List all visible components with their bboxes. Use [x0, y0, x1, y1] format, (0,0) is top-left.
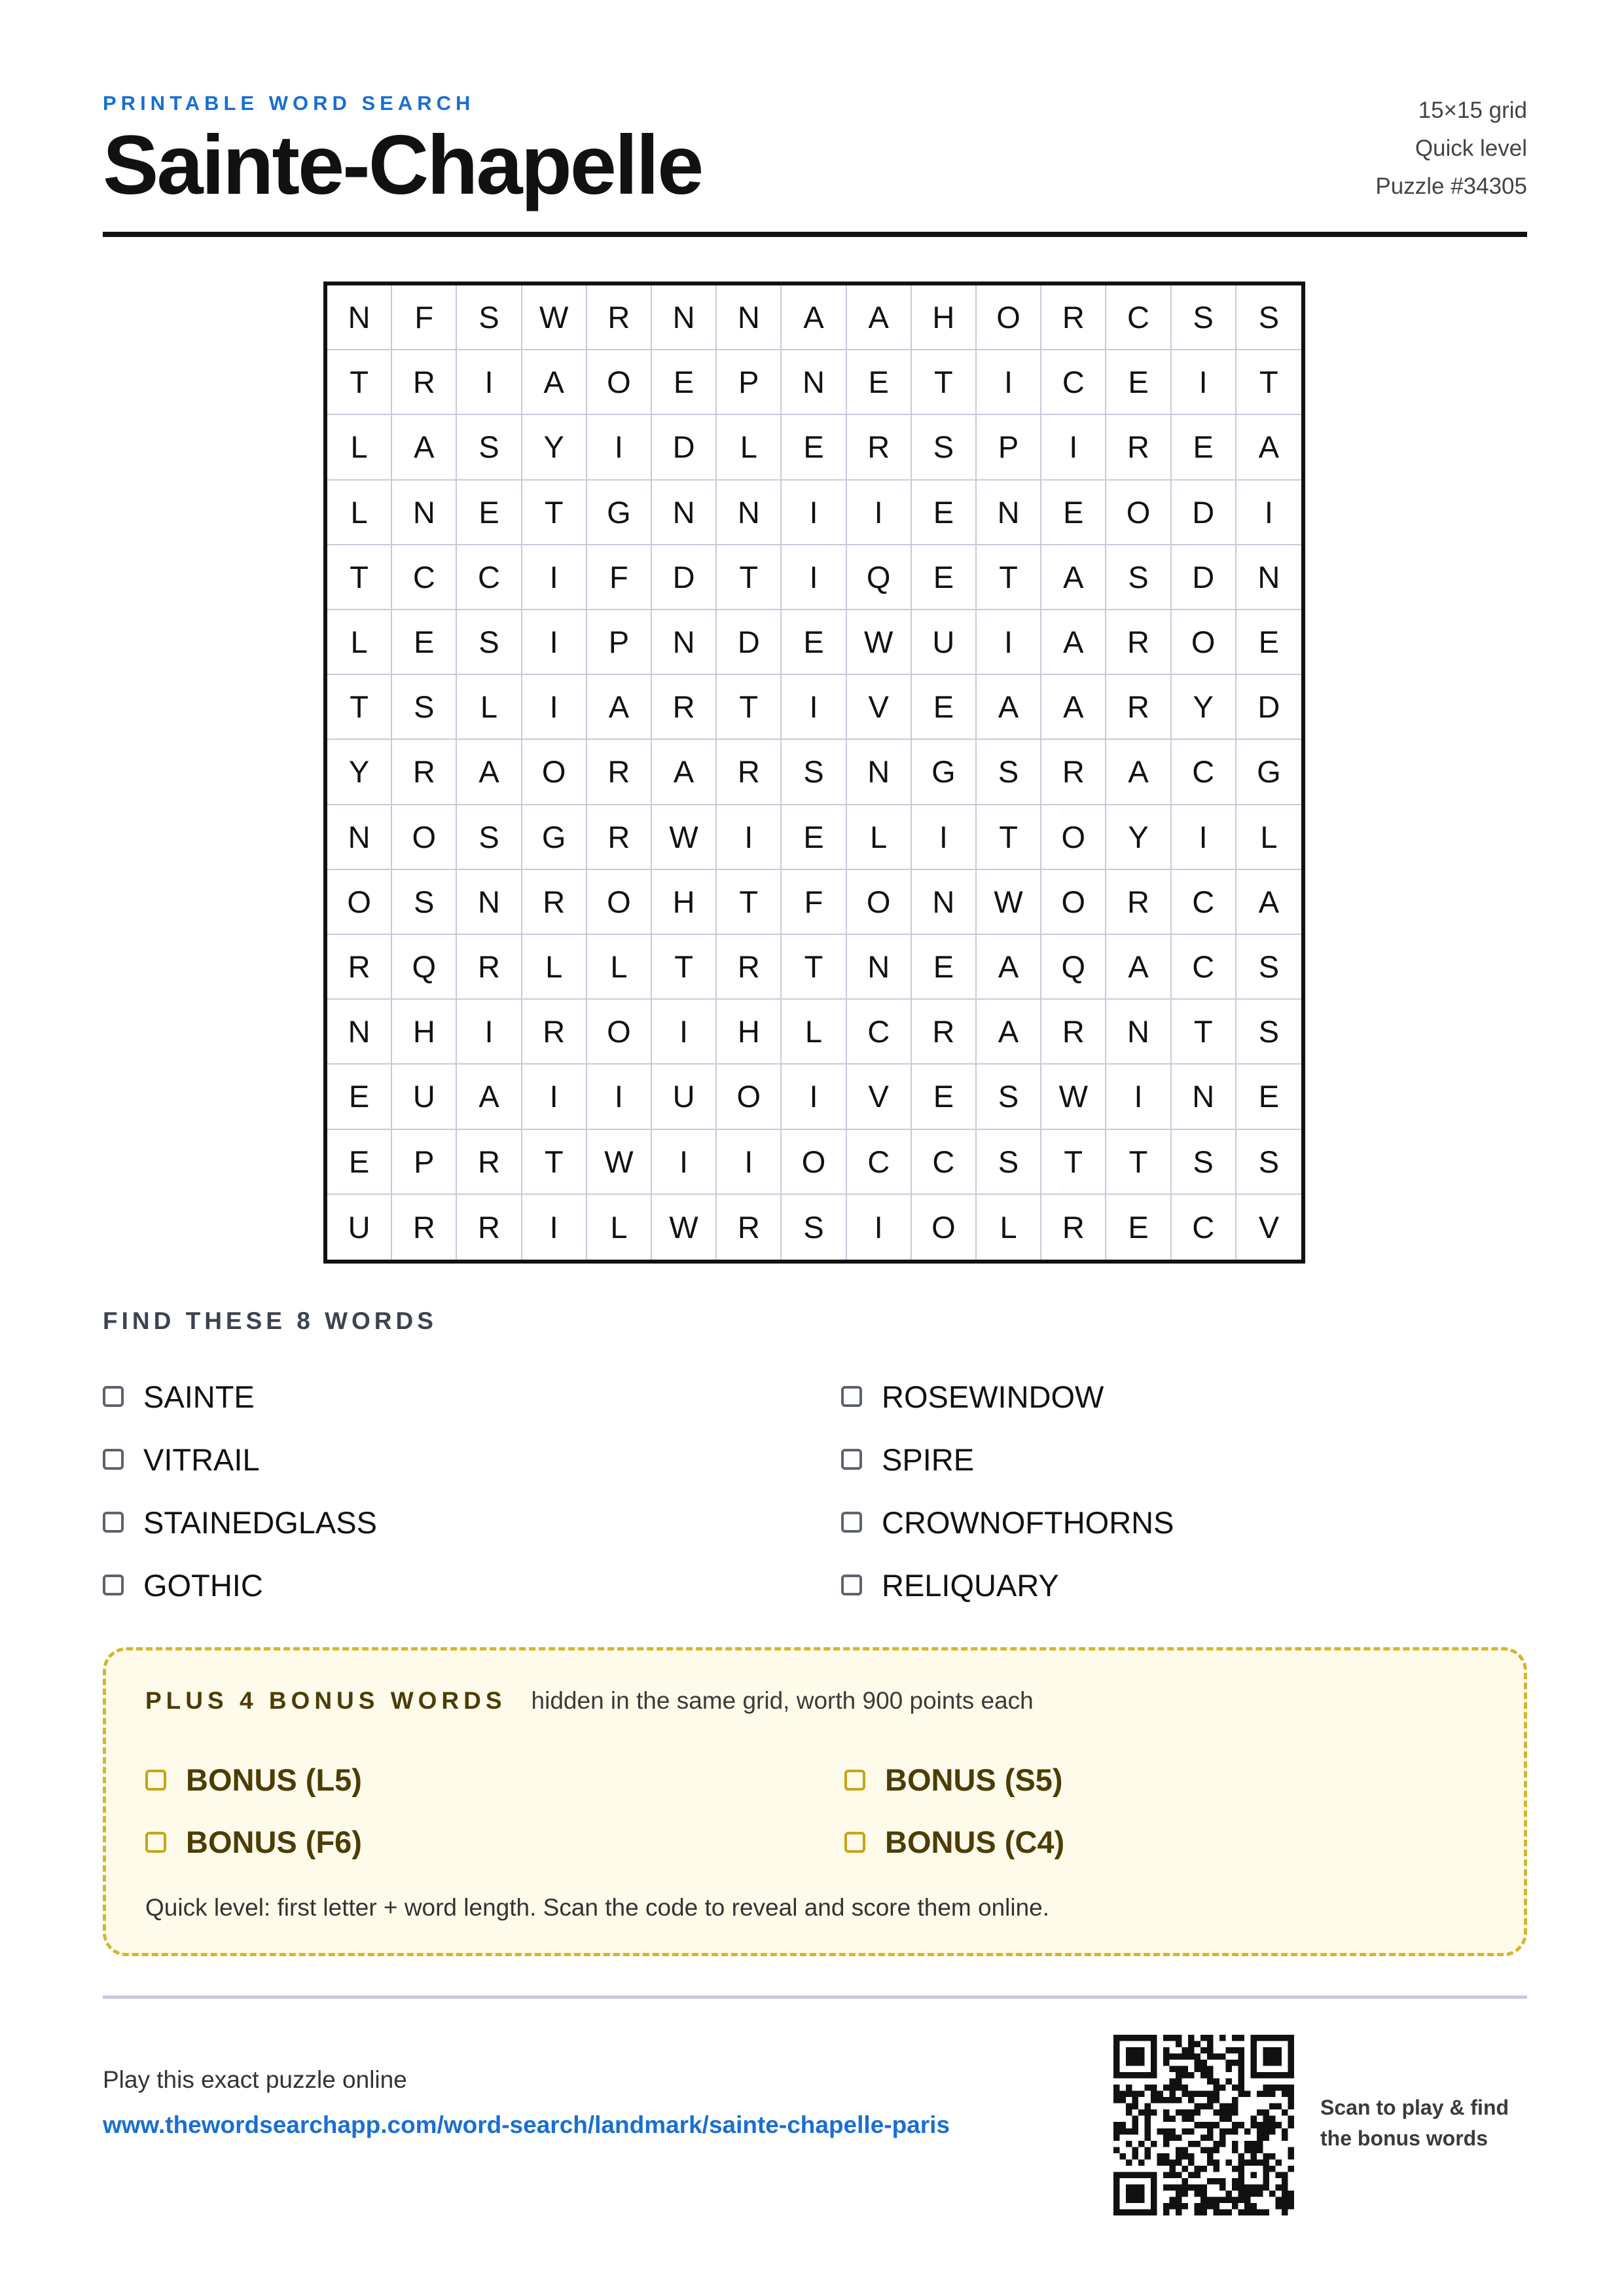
grid-cell[interactable]: T: [327, 675, 392, 740]
grid-cell[interactable]: R: [652, 675, 717, 740]
grid-cell[interactable]: U: [392, 1065, 457, 1129]
grid-cell[interactable]: E: [1172, 415, 1236, 480]
checkbox-icon[interactable]: [145, 1770, 166, 1791]
grid-cell[interactable]: R: [912, 1000, 977, 1065]
grid-cell[interactable]: P: [392, 1130, 457, 1195]
grid-cell[interactable]: R: [1041, 740, 1106, 805]
grid-cell[interactable]: E: [912, 675, 977, 740]
grid-cell[interactable]: A: [977, 935, 1041, 1000]
grid-cell[interactable]: O: [1106, 481, 1171, 545]
grid-cell[interactable]: T: [912, 350, 977, 415]
grid-cell[interactable]: E: [1236, 1065, 1301, 1129]
grid-cell[interactable]: E: [847, 350, 912, 415]
grid-cell[interactable]: C: [392, 545, 457, 610]
grid-cell[interactable]: O: [587, 350, 652, 415]
grid-cell[interactable]: S: [977, 1130, 1041, 1195]
grid-cell[interactable]: A: [1041, 610, 1106, 675]
grid-cell[interactable]: I: [1172, 805, 1236, 870]
grid-cell[interactable]: R: [1106, 870, 1171, 935]
grid-cell[interactable]: R: [717, 740, 782, 805]
grid-cell[interactable]: I: [587, 415, 652, 480]
word-list-item[interactable]: [841, 1491, 1527, 1554]
checkbox-icon[interactable]: [103, 1449, 124, 1470]
grid-cell[interactable]: V: [847, 1065, 912, 1129]
grid-cell[interactable]: N: [652, 610, 717, 675]
grid-cell[interactable]: E: [912, 481, 977, 545]
grid-cell[interactable]: S: [1236, 1000, 1301, 1065]
checkbox-icon[interactable]: [841, 1512, 862, 1533]
grid-cell[interactable]: S: [1236, 1130, 1301, 1195]
grid-cell[interactable]: L: [457, 675, 522, 740]
grid-cell[interactable]: T: [1172, 1000, 1236, 1065]
grid-cell[interactable]: T: [717, 870, 782, 935]
word-list-item[interactable]: [103, 1428, 841, 1491]
word-list-item[interactable]: [841, 1554, 1527, 1616]
grid-cell[interactable]: W: [587, 1130, 652, 1195]
bonus-label: BONUS (F6): [186, 1825, 362, 1859]
grid-cell[interactable]: I: [782, 481, 846, 545]
grid-cell[interactable]: I: [782, 1065, 846, 1129]
grid-cell[interactable]: I: [782, 545, 846, 610]
grid-cell[interactable]: C: [1172, 1195, 1236, 1260]
word-list-item[interactable]: [103, 1365, 841, 1428]
grid-cell[interactable]: S: [977, 1065, 1041, 1129]
word-label: SAINTE: [143, 1379, 255, 1414]
grid-cell[interactable]: E: [912, 545, 977, 610]
grid-cell[interactable]: T: [1236, 350, 1301, 415]
grid-cell[interactable]: S: [912, 415, 977, 480]
grid-cell[interactable]: T: [782, 935, 846, 1000]
grid-cell[interactable]: H: [912, 285, 977, 350]
grid-cell[interactable]: O: [847, 870, 912, 935]
grid-cell[interactable]: C: [457, 545, 522, 610]
grid-cell[interactable]: S: [782, 1195, 846, 1260]
grid-cell[interactable]: T: [1041, 1130, 1106, 1195]
grid-cell[interactable]: R: [1106, 415, 1171, 480]
grid-cell[interactable]: U: [327, 1195, 392, 1260]
grid-cell[interactable]: D: [1236, 675, 1301, 740]
bonus-label: BONUS (S5): [885, 1762, 1063, 1797]
grid-cell[interactable]: R: [392, 740, 457, 805]
grid-cell[interactable]: R: [717, 935, 782, 1000]
grid-cell[interactable]: G: [587, 481, 652, 545]
grid-cell[interactable]: L: [587, 935, 652, 1000]
grid-cell[interactable]: R: [457, 1195, 522, 1260]
grid-cell[interactable]: H: [392, 1000, 457, 1065]
grid-cell[interactable]: A: [652, 740, 717, 805]
grid-cell[interactable]: E: [457, 481, 522, 545]
grid-cell[interactable]: A: [1041, 675, 1106, 740]
grid-cell[interactable]: S: [457, 805, 522, 870]
grid-cell[interactable]: R: [1041, 285, 1106, 350]
grid-cell[interactable]: H: [652, 870, 717, 935]
letter-grid[interactable]: [323, 282, 1305, 1264]
grid-cell[interactable]: W: [1041, 1065, 1106, 1129]
grid-cell[interactable]: N: [847, 935, 912, 1000]
grid-cell[interactable]: A: [392, 415, 457, 480]
grid-cell[interactable]: W: [522, 285, 587, 350]
grid-cell[interactable]: H: [717, 1000, 782, 1065]
grid-cell[interactable]: O: [392, 805, 457, 870]
word-label: STAINEDGLASS: [143, 1504, 377, 1540]
grid-cell[interactable]: C: [847, 1130, 912, 1195]
word-list-item[interactable]: [841, 1428, 1527, 1491]
grid-cell[interactable]: E: [1041, 481, 1106, 545]
grid-cell[interactable]: I: [847, 481, 912, 545]
bonus-word-list: [145, 1749, 1487, 1873]
word-label: CROWNOFTHORNS: [882, 1504, 1174, 1540]
grid-cell[interactable]: N: [392, 481, 457, 545]
grid-cell[interactable]: D: [652, 545, 717, 610]
grid-cell[interactable]: W: [847, 610, 912, 675]
grid-cell[interactable]: L: [522, 935, 587, 1000]
grid-cell[interactable]: I: [717, 1130, 782, 1195]
grid-cell[interactable]: S: [977, 740, 1041, 805]
grid-cell[interactable]: S: [1236, 285, 1301, 350]
checkbox-icon[interactable]: [844, 1832, 865, 1853]
checkbox-icon[interactable]: [145, 1832, 166, 1853]
grid-cell[interactable]: R: [587, 740, 652, 805]
grid-cell[interactable]: S: [457, 285, 522, 350]
grid-cell[interactable]: Y: [1106, 805, 1171, 870]
grid-cell[interactable]: R: [1106, 675, 1171, 740]
word-list-item[interactable]: [841, 1365, 1527, 1428]
grid-cell[interactable]: L: [782, 1000, 846, 1065]
grid-cell[interactable]: O: [1041, 870, 1106, 935]
grid-cell[interactable]: T: [327, 350, 392, 415]
grid-cell[interactable]: I: [1041, 415, 1106, 480]
grid-cell[interactable]: R: [327, 935, 392, 1000]
grid-cell[interactable]: L: [977, 1195, 1041, 1260]
word-label: ROSEWINDOW: [882, 1379, 1104, 1414]
qr-caption: Scan to play & find the bonus words: [1320, 2096, 1509, 2150]
grid-cell[interactable]: L: [1236, 805, 1301, 870]
grid-cell[interactable]: R: [1041, 1000, 1106, 1065]
bonus-list-item[interactable]: [145, 1811, 844, 1873]
grid-cell[interactable]: W: [977, 870, 1041, 935]
grid-cell[interactable]: L: [327, 415, 392, 480]
bonus-list-item[interactable]: [844, 1749, 1487, 1811]
grid-cell[interactable]: E: [912, 1065, 977, 1129]
grid-cell[interactable]: I: [522, 675, 587, 740]
checkbox-icon[interactable]: [841, 1386, 862, 1407]
grid-cell[interactable]: C: [1172, 740, 1236, 805]
grid-cell[interactable]: G: [522, 805, 587, 870]
page-title: Sainte-Chapelle: [103, 118, 702, 212]
grid-cell[interactable]: A: [522, 350, 587, 415]
grid-cell[interactable]: D: [652, 415, 717, 480]
grid-cell[interactable]: C: [1041, 350, 1106, 415]
grid-cell[interactable]: S: [1236, 935, 1301, 1000]
grid-cell[interactable]: O: [782, 1130, 846, 1195]
footer-divider: [103, 1995, 1527, 1999]
grid-cell[interactable]: N: [717, 481, 782, 545]
grid-cell[interactable]: A: [977, 1000, 1041, 1065]
grid-cell[interactable]: N: [327, 1000, 392, 1065]
grid-cell[interactable]: N: [652, 481, 717, 545]
word-label: GOTHIC: [143, 1567, 263, 1603]
grid-cell[interactable]: T: [522, 1130, 587, 1195]
checkbox-icon[interactable]: [844, 1770, 865, 1791]
grid-cell[interactable]: T: [977, 545, 1041, 610]
grid-cell[interactable]: I: [912, 805, 977, 870]
grid-cell[interactable]: R: [392, 1195, 457, 1260]
grid-size-label: 15×15 grid: [1418, 98, 1527, 123]
grid-cell[interactable]: S: [1172, 285, 1236, 350]
play-online-label: Play this exact puzzle online: [103, 2066, 407, 2093]
grid-cell[interactable]: D: [717, 610, 782, 675]
grid-cell[interactable]: R: [1041, 1195, 1106, 1260]
grid-cell[interactable]: O: [522, 740, 587, 805]
checkbox-icon[interactable]: [103, 1575, 124, 1595]
grid-cell[interactable]: L: [717, 415, 782, 480]
grid-cell[interactable]: L: [327, 610, 392, 675]
grid-cell[interactable]: R: [587, 285, 652, 350]
grid-cell[interactable]: I: [587, 1065, 652, 1129]
grid-cell[interactable]: G: [1236, 740, 1301, 805]
grid-cell[interactable]: O: [1041, 805, 1106, 870]
grid-cell[interactable]: S: [1172, 1130, 1236, 1195]
word-list-item[interactable]: [103, 1491, 841, 1554]
grid-cell[interactable]: T: [1106, 1130, 1171, 1195]
word-label: RELIQUARY: [882, 1567, 1059, 1603]
grid-cell[interactable]: Q: [392, 935, 457, 1000]
grid-cell[interactable]: I: [522, 1195, 587, 1260]
grid-cell[interactable]: Y: [1172, 675, 1236, 740]
grid-cell[interactable]: S: [392, 675, 457, 740]
bonus-heading: [145, 1687, 1034, 1715]
puzzle-link[interactable]: www.thewordsearchapp.com/word-search/landmark/sainte-chapelle-paris: [103, 2111, 950, 2138]
grid-cell[interactable]: E: [782, 610, 846, 675]
grid-cell[interactable]: N: [652, 285, 717, 350]
grid-cell[interactable]: I: [847, 1195, 912, 1260]
grid-cell[interactable]: A: [1236, 415, 1301, 480]
bonus-panel: [103, 1647, 1527, 1956]
grid-cell[interactable]: S: [782, 740, 846, 805]
grid-cell[interactable]: I: [717, 805, 782, 870]
grid-cell[interactable]: F: [587, 545, 652, 610]
grid-cell[interactable]: A: [457, 1065, 522, 1129]
checkbox-icon[interactable]: [103, 1512, 124, 1533]
grid-cell[interactable]: E: [782, 415, 846, 480]
grid-cell[interactable]: A: [1041, 545, 1106, 610]
grid-cell[interactable]: S: [392, 870, 457, 935]
grid-cell[interactable]: R: [392, 350, 457, 415]
grid-cell[interactable]: P: [717, 350, 782, 415]
grid-cell[interactable]: W: [652, 1195, 717, 1260]
grid-cell[interactable]: I: [782, 675, 846, 740]
grid-cell[interactable]: R: [847, 415, 912, 480]
grid-cell[interactable]: C: [1172, 870, 1236, 935]
grid-cell[interactable]: W: [652, 805, 717, 870]
grid-cell[interactable]: A: [977, 675, 1041, 740]
grid-cell[interactable]: T: [977, 805, 1041, 870]
grid-cell[interactable]: V: [1258, 1209, 1280, 1245]
grid-cell[interactable]: I: [457, 1000, 522, 1065]
grid-cell[interactable]: E: [652, 350, 717, 415]
grid-cell[interactable]: L: [327, 481, 392, 545]
grid-cell[interactable]: L: [847, 805, 912, 870]
grid-cell[interactable]: S: [457, 415, 522, 480]
grid-cell[interactable]: N: [1106, 1000, 1171, 1065]
grid-cell[interactable]: E: [782, 805, 846, 870]
bonus-list-item[interactable]: [844, 1811, 1487, 1873]
grid-cell[interactable]: C: [1172, 935, 1236, 1000]
bonus-subtitle: hidden in the same grid, worth 900 points each: [531, 1687, 1034, 1714]
bonus-note: Quick level: first letter + word length. Scan the code to reveal and score them online.: [145, 1894, 1050, 1921]
grid-cell[interactable]: A: [457, 740, 522, 805]
grid-cell[interactable]: N: [717, 285, 782, 350]
grid-cell[interactable]: A: [1106, 935, 1171, 1000]
grid-cell[interactable]: N: [912, 870, 977, 935]
grid-cell[interactable]: S: [1106, 545, 1171, 610]
grid-cell[interactable]: N: [457, 870, 522, 935]
puzzle-meta: [1375, 92, 1527, 206]
grid-cell[interactable]: V: [847, 675, 912, 740]
grid-cell[interactable]: O: [977, 285, 1041, 350]
grid-cell[interactable]: E: [1106, 350, 1171, 415]
bonus-label: BONUS (C4): [885, 1825, 1065, 1859]
grid-cell[interactable]: N: [782, 350, 846, 415]
grid-cell[interactable]: T: [522, 481, 587, 545]
grid-cell[interactable]: E: [912, 935, 977, 1000]
grid-cell[interactable]: I: [1106, 1065, 1171, 1129]
grid-cell[interactable]: Y: [522, 415, 587, 480]
grid-cell[interactable]: Q: [847, 545, 912, 610]
grid-cell[interactable]: I: [977, 610, 1041, 675]
grid-cell[interactable]: S: [457, 610, 522, 675]
grid-cell[interactable]: Y: [327, 740, 392, 805]
grid-cell[interactable]: E: [1236, 610, 1301, 675]
grid-cell[interactable]: F: [392, 285, 457, 350]
word-list-item[interactable]: [103, 1554, 841, 1616]
grid-cell[interactable]: P: [587, 610, 652, 675]
word-list-heading: FIND THESE 8 WORDS: [103, 1307, 437, 1334]
grid-cell[interactable]: N: [1236, 545, 1301, 610]
grid-cell[interactable]: E: [1106, 1195, 1171, 1260]
grid-cell[interactable]: R: [717, 1195, 782, 1260]
grid-cell[interactable]: I: [977, 350, 1041, 415]
grid-cell[interactable]: Q: [1041, 935, 1106, 1000]
grid-cell[interactable]: L: [587, 1195, 652, 1260]
grid-cell[interactable]: T: [652, 935, 717, 1000]
checkbox-icon[interactable]: [103, 1386, 124, 1407]
grid-cell[interactable]: N: [847, 740, 912, 805]
grid-cell[interactable]: C: [847, 1000, 912, 1065]
grid-cell[interactable]: P: [977, 415, 1041, 480]
grid-cell[interactable]: D: [1172, 481, 1236, 545]
grid-cell[interactable]: C: [1106, 285, 1171, 350]
checkbox-icon[interactable]: [841, 1575, 862, 1595]
grid-cell[interactable]: I: [652, 1000, 717, 1065]
grid-cell[interactable]: R: [457, 935, 522, 1000]
grid-cell[interactable]: E: [327, 1065, 392, 1129]
page-header: [103, 92, 1527, 237]
bonus-title: PLUS 4 BONUS WORDS: [145, 1687, 507, 1714]
grid-cell[interactable]: R: [522, 870, 587, 935]
grid-cell[interactable]: R: [457, 1130, 522, 1195]
grid-cell[interactable]: I: [522, 610, 587, 675]
grid-cell[interactable]: A: [1106, 740, 1171, 805]
grid-cell[interactable]: R: [1106, 610, 1171, 675]
grid-cell[interactable]: T: [717, 545, 782, 610]
word-label: VITRAIL: [143, 1442, 260, 1477]
grid-cell[interactable]: N: [327, 285, 392, 350]
grid-cell[interactable]: N: [327, 805, 392, 870]
grid-cell[interactable]: E: [392, 610, 457, 675]
grid-cell[interactable]: O: [717, 1065, 782, 1129]
grid-cell[interactable]: I: [1172, 350, 1236, 415]
grid-cell[interactable]: A: [587, 675, 652, 740]
grid-cell[interactable]: I: [652, 1130, 717, 1195]
word-label: SPIRE: [882, 1442, 975, 1477]
grid-cell[interactable]: O: [327, 870, 392, 935]
grid-cell[interactable]: A: [782, 285, 846, 350]
grid-cell[interactable]: D: [1172, 545, 1236, 610]
grid-cell[interactable]: T: [717, 675, 782, 740]
grid-cell[interactable]: O: [912, 1195, 977, 1260]
grid-cell[interactable]: N: [1172, 1065, 1236, 1129]
grid-cell[interactable]: A: [847, 285, 912, 350]
puzzle-id-label: Puzzle #34305: [1375, 173, 1527, 199]
grid-cell[interactable]: U: [652, 1065, 717, 1129]
grid-cell[interactable]: R: [522, 1000, 587, 1065]
bonus-list-item[interactable]: [145, 1749, 844, 1811]
grid-cell[interactable]: O: [587, 870, 652, 935]
grid-cell[interactable]: T: [327, 545, 392, 610]
grid-cell[interactable]: N: [977, 481, 1041, 545]
grid-cell[interactable]: R: [587, 805, 652, 870]
grid-cell[interactable]: C: [912, 1130, 977, 1195]
grid-cell[interactable]: F: [782, 870, 846, 935]
grid-cell[interactable]: I: [1236, 481, 1301, 545]
word-list: [103, 1365, 1527, 1616]
grid-cell[interactable]: O: [1172, 610, 1236, 675]
grid-cell[interactable]: G: [912, 740, 977, 805]
grid-cell[interactable]: A: [1236, 870, 1301, 935]
grid-cell[interactable]: O: [587, 1000, 652, 1065]
eyebrow-label: PRINTABLE WORD SEARCH: [103, 92, 475, 115]
qr-code-icon[interactable]: [1113, 2035, 1294, 2215]
checkbox-icon[interactable]: [841, 1449, 862, 1470]
grid-cell[interactable]: I: [457, 350, 522, 415]
bonus-label: BONUS (L5): [186, 1762, 362, 1797]
level-label: Quick level: [1415, 136, 1527, 161]
grid-cell[interactable]: E: [327, 1130, 392, 1195]
grid-cell[interactable]: I: [522, 1065, 587, 1129]
grid-cell[interactable]: U: [912, 610, 977, 675]
grid-cell[interactable]: I: [522, 545, 587, 610]
